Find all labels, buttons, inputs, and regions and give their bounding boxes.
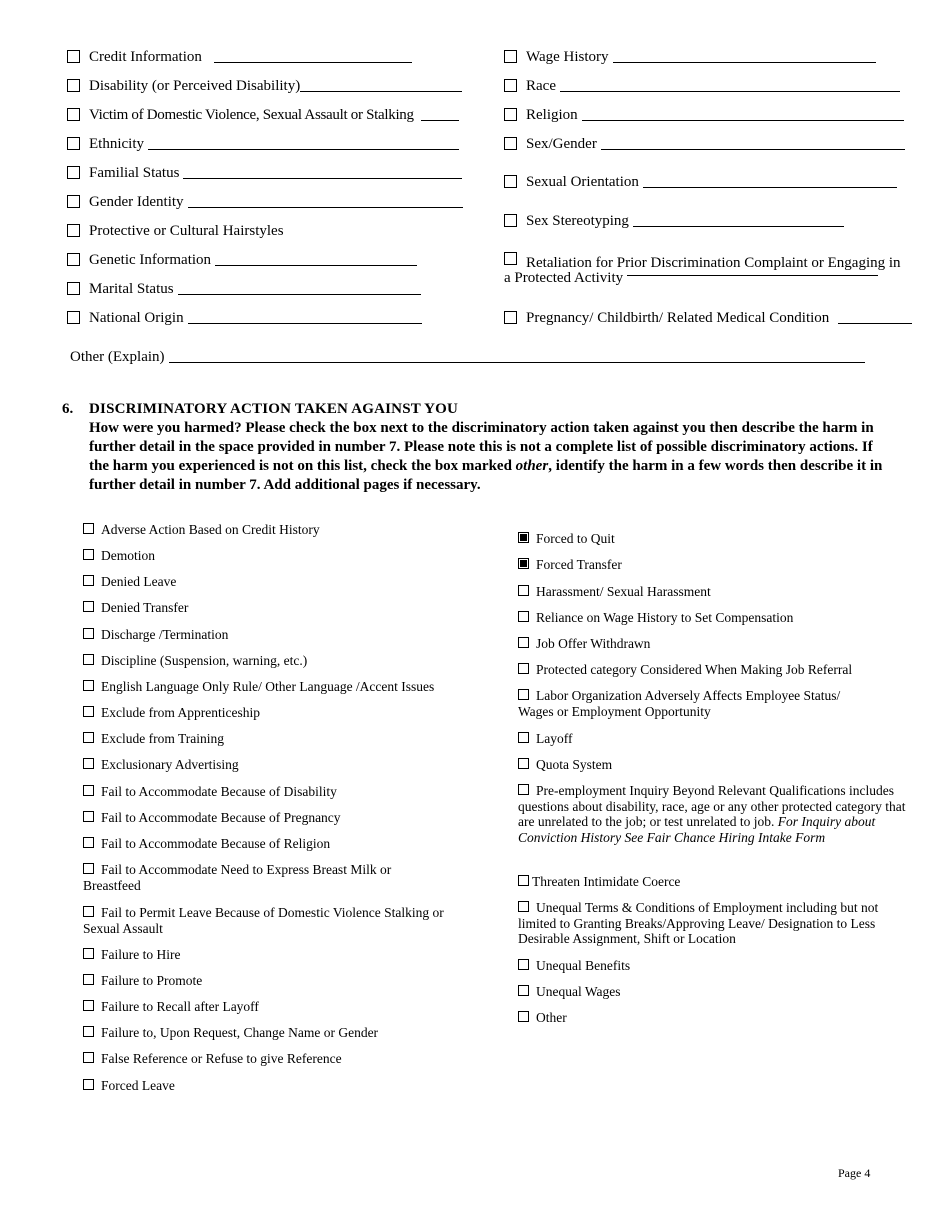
harm-left-item: [83, 574, 176, 590]
harm-left-item: [83, 705, 260, 721]
harm-checkbox[interactable]: [83, 1079, 94, 1090]
harm-job-offer-withdrawn: Job Offer Withdrawn: [518, 636, 650, 652]
basis-gender-identity: Gender Identity: [67, 193, 463, 211]
ethnicity-checkbox[interactable]: [67, 137, 80, 150]
protected-category-checkbox[interactable]: [518, 663, 529, 674]
harm-left-item: [83, 810, 341, 826]
harm-protected-category: Protected category Considered When Making Job Referral: [518, 662, 852, 678]
sexual-orientation-line[interactable]: [643, 186, 897, 188]
sexual-orientation-checkbox[interactable]: [504, 175, 517, 188]
disability-checkbox[interactable]: [67, 79, 80, 92]
harm-label: Exclude from Apprenticeship: [101, 705, 260, 720]
harm-label: Failure to, Upon Request, Change Name or Gender: [101, 1025, 379, 1040]
credit-information-line[interactable]: [214, 61, 412, 63]
harm-left-item: [83, 905, 468, 936]
harm-left-item: [83, 548, 155, 564]
harm-checkbox[interactable]: [83, 906, 94, 917]
harm-left-item: [83, 862, 433, 893]
harm-harassment: Harassment/ Sexual Harassment: [518, 584, 711, 600]
harm-labor-org: Labor Organization Adversely Affects Employee Status/ Wages or Employment Opportunity: [518, 688, 841, 719]
harm-checkbox[interactable]: [83, 601, 94, 612]
harm-preemployment: Pre-employment Inquiry Beyond Relevant Qualifications includes questions about disability, race, age or any other protected category that are unrelated to the job; or test unrelated to job. For Inquiry about Conviction History See Fair Chance Hiring Intake Form: [518, 783, 906, 845]
harm-checkbox[interactable]: [83, 523, 94, 534]
harm-label: False Reference or Refuse to give Reference: [101, 1051, 342, 1066]
harm-checkbox[interactable]: [83, 575, 94, 586]
section-title: DISCRIMINATORY ACTION TAKEN AGAINST YOU: [89, 401, 459, 417]
harm-unequal-wages: Unequal Wages: [518, 984, 621, 1000]
sex-gender-line[interactable]: [601, 148, 905, 150]
section-instructions: How were you harmed? Please check the box next to the discriminatory action taken against you then describe the harm in further detail in the space provided in number 7. Please note this is not a complete list of possible discriminatory actions. If the harm you experienced is not on this list, check the box marked other, identify the harm in a few words then describe it in further detail in number 7. Add additional pages if necessary.: [89, 420, 883, 493]
threaten-checkbox[interactable]: [518, 875, 529, 886]
harm-left-item: [83, 600, 188, 616]
harm-left-item: [83, 653, 307, 669]
harm-label: Denied Leave: [101, 574, 177, 589]
ethnicity-line[interactable]: [148, 148, 459, 150]
retaliation-checkbox[interactable]: [504, 252, 517, 265]
forced-transfer-checkbox-checked[interactable]: [518, 558, 529, 569]
harm-checkbox[interactable]: [83, 811, 94, 822]
basis-other-explain: Other (Explain): [70, 348, 865, 366]
religion-line[interactable]: [582, 119, 904, 121]
harm-left-item: [83, 627, 228, 643]
harm-forced-transfer: Forced Transfer: [518, 557, 622, 573]
familial-status-line[interactable]: [183, 177, 462, 179]
harm-left-item: [83, 973, 202, 989]
layoff-checkbox[interactable]: [518, 732, 529, 743]
harm-label: Forced Leave: [101, 1078, 175, 1093]
retaliation-line[interactable]: [627, 274, 878, 276]
religion-checkbox[interactable]: [504, 108, 517, 121]
harm-checkbox[interactable]: [83, 1052, 94, 1063]
basis-national-origin: National Origin: [67, 309, 422, 327]
basis-marital-status: Marital Status: [67, 280, 421, 298]
harm-left-item: [83, 1078, 175, 1094]
harm-label: Demotion: [101, 548, 155, 563]
harm-layoff: Layoff: [518, 731, 573, 747]
harm-left-item: [83, 757, 239, 773]
familial-status-checkbox[interactable]: [67, 166, 80, 179]
harm-left-item: [83, 1025, 378, 1041]
section-number: 6.: [62, 401, 74, 417]
harm-label: Failure to Hire: [101, 947, 181, 962]
preemployment-checkbox[interactable]: [518, 784, 529, 795]
national-origin-line[interactable]: [188, 322, 422, 324]
harm-left-item: [83, 947, 180, 963]
harm-checkbox[interactable]: [83, 785, 94, 796]
pregnancy-checkbox[interactable]: [504, 311, 517, 324]
harm-checkbox[interactable]: [83, 758, 94, 769]
harm-label: Failure to Promote: [101, 973, 203, 988]
sex-gender-checkbox[interactable]: [504, 137, 517, 150]
page-number: Page 4: [838, 1166, 871, 1180]
wage-history-reliance-checkbox[interactable]: [518, 611, 529, 622]
harm-label: Adverse Action Based on Credit History: [101, 522, 320, 537]
harassment-checkbox[interactable]: [518, 585, 529, 596]
harm-other: Other: [518, 1010, 567, 1026]
other-explain-line[interactable]: [169, 361, 865, 363]
harm-label: Denied Transfer: [101, 600, 189, 615]
harm-label: Failure to Recall after Layoff: [101, 999, 259, 1014]
basis-credit-information: Credit Information: [67, 48, 412, 66]
gender-identity-checkbox[interactable]: [67, 195, 80, 208]
harm-label: Discipline (Suspension, warning, etc.): [101, 653, 308, 668]
labor-org-checkbox[interactable]: [518, 689, 529, 700]
harm-quota: Quota System: [518, 757, 612, 773]
other-checkbox[interactable]: [518, 1011, 529, 1022]
harm-unequal-benefits: Unequal Benefits: [518, 958, 630, 974]
job-offer-withdrawn-checkbox[interactable]: [518, 637, 529, 648]
disability-line[interactable]: [300, 90, 462, 92]
basis-wage-history: Wage History: [504, 48, 876, 66]
pregnancy-line[interactable]: [838, 322, 912, 324]
harm-label: English Language Only Rule/ Other Language /Accent Issues: [101, 679, 435, 694]
harm-label: Exclusionary Advertising: [101, 757, 239, 772]
harm-checkbox[interactable]: [83, 732, 94, 743]
harm-checkbox[interactable]: [83, 1026, 94, 1037]
unequal-terms-checkbox[interactable]: [518, 901, 529, 912]
basis-genetic-information: Genetic Information: [67, 251, 417, 269]
harm-checkbox[interactable]: [83, 654, 94, 665]
genetic-information-line[interactable]: [215, 264, 417, 266]
harm-left-item: [83, 836, 330, 852]
harm-left-item: [83, 1051, 342, 1067]
hairstyles-checkbox[interactable]: [67, 224, 80, 237]
harm-left-item: [83, 731, 224, 747]
harm-checkbox[interactable]: [83, 948, 94, 959]
basis-hairstyles: Protective or Cultural Hairstyles: [67, 222, 284, 240]
wage-history-checkbox[interactable]: [504, 50, 517, 63]
harm-label: Discharge /Termination: [101, 627, 229, 642]
national-origin-checkbox[interactable]: [67, 311, 80, 324]
basis-retaliation: Retaliation for Prior Discrimination Complaint or Engaging in a Protected Activity: [504, 252, 909, 286]
harm-label: Exclude from Training: [101, 731, 224, 746]
harm-checkbox[interactable]: [83, 863, 94, 874]
unequal-benefits-checkbox[interactable]: [518, 959, 529, 970]
harm-left-item: [83, 522, 320, 538]
basis-victim: Victim of Domestic Violence, Sexual Assault or Stalking: [67, 106, 459, 124]
unequal-wages-checkbox[interactable]: [518, 985, 529, 996]
harm-forced-to-quit: Forced to Quit: [518, 531, 615, 547]
harm-checkbox[interactable]: [83, 549, 94, 560]
basis-sex-gender: Sex/Gender: [504, 135, 905, 153]
victim-checkbox[interactable]: [67, 108, 80, 121]
basis-religion: Religion: [504, 106, 904, 124]
basis-ethnicity: Ethnicity: [67, 135, 459, 153]
harm-checkbox[interactable]: [83, 680, 94, 691]
harm-checkbox[interactable]: [83, 628, 94, 639]
quota-checkbox[interactable]: [518, 758, 529, 769]
harm-label: Fail to Permit Leave Because of Domestic Violence Stalking or Sexual Assault: [83, 905, 444, 936]
forced-to-quit-checkbox-checked[interactable]: [518, 532, 529, 543]
harm-wage-history: Reliance on Wage History to Set Compensation: [518, 610, 793, 626]
harm-checkbox[interactable]: [83, 974, 94, 985]
wage-history-line[interactable]: [613, 61, 876, 63]
sex-stereotyping-checkbox[interactable]: [504, 214, 517, 227]
marital-status-line[interactable]: [178, 293, 421, 295]
credit-information-checkbox[interactable]: [67, 50, 80, 63]
harm-label: Fail to Accommodate Because of Disability: [101, 784, 337, 799]
harm-checkbox[interactable]: [83, 706, 94, 717]
basis-sexual-orientation: Sexual Orientation: [504, 173, 897, 191]
harm-unequal-terms: Unequal Terms & Conditions of Employment including but not limited to Granting Breaks/Approving Leave/ Designation to Less Desirable Assignment, Shift or Location: [518, 900, 879, 946]
basis-disability: Disability (or Perceived Disability): [67, 77, 462, 95]
basis-pregnancy: Pregnancy/ Childbirth/ Related Medical Condition: [504, 309, 912, 327]
sex-stereotyping-line[interactable]: [633, 225, 844, 227]
harm-label: Fail to Accommodate Need to Express Breast Milk or Breastfeed: [83, 862, 392, 893]
harm-label: Fail to Accommodate Because of Pregnancy: [101, 810, 341, 825]
victim-line[interactable]: [421, 119, 459, 121]
basis-familial-status: Familial Status: [67, 164, 462, 182]
harm-left-item: [83, 679, 434, 695]
marital-status-checkbox[interactable]: [67, 282, 80, 295]
race-checkbox[interactable]: [504, 79, 517, 92]
race-line[interactable]: [560, 90, 900, 92]
harm-left-item: [83, 784, 337, 800]
harm-label: Fail to Accommodate Because of Religion: [101, 836, 331, 851]
basis-race: Race: [504, 77, 900, 95]
harm-left-item: [83, 999, 259, 1015]
harm-checkbox[interactable]: [83, 837, 94, 848]
genetic-information-checkbox[interactable]: [67, 253, 80, 266]
basis-sex-stereotyping: Sex Stereotyping: [504, 212, 844, 230]
gender-identity-line[interactable]: [188, 206, 463, 208]
harm-threaten: Threaten Intimidate Coerce: [518, 874, 680, 890]
harm-checkbox[interactable]: [83, 1000, 94, 1011]
